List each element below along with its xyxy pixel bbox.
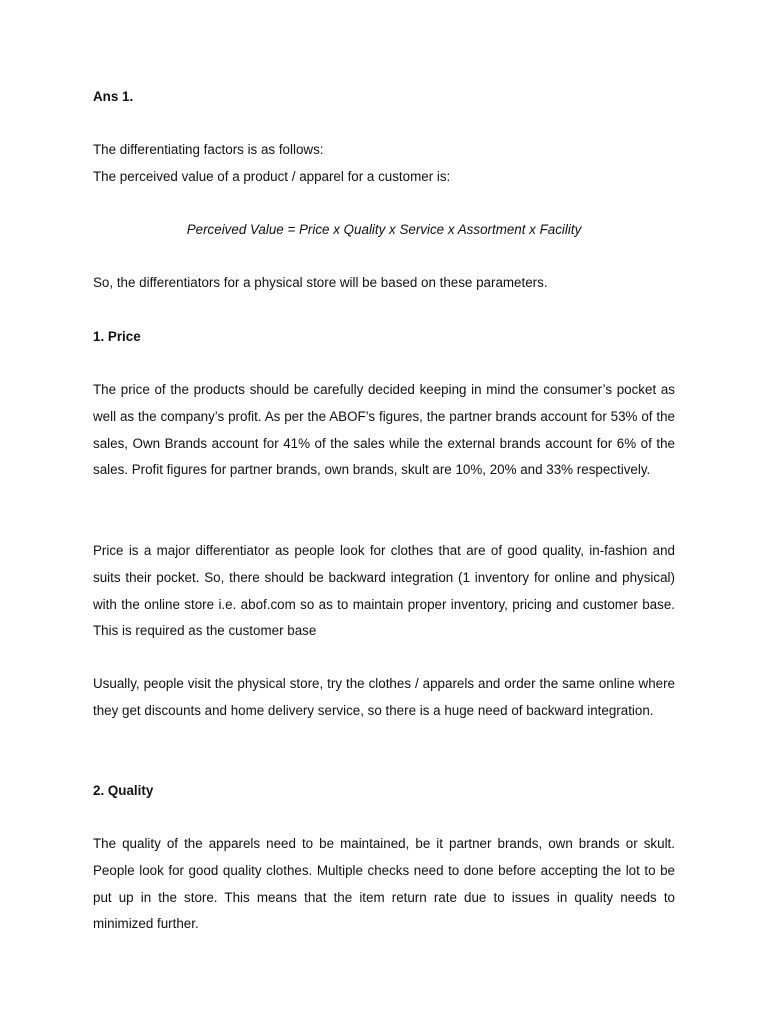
answer-heading: Ans 1. [93,89,134,104]
price-paragraph-3: Usually, people visit the physical store, try the clothes / apparels and order the same online where they get discounts and home delivery service, so there is a huge need of backward integration. [93,676,675,718]
price-paragraph-2: Price is a major differentiator as people look for clothes that are of good quality, in-fashion and suits their pocket. So, there should be backward integration (1 inventory for online and physical) with the online store i.e. abof.com so as to maintain proper inventory, pricing and customer base. This is required as the customer base [93,543,675,639]
section-title-price: 1. Price [93,329,141,344]
intro-line-1: The differentiating factors is as follows: [93,142,324,157]
price-paragraph-1: The price of the products should be carefully decided keeping in mind the consumer’s pocket as well as the company’s profit. As per the ABOF’s figures, the partner brands account for 53% of the sales, Own Brands account for 41% of the sales while the external brands account for 6% of the sales. Profit figures for partner brands, own brands, skult are 10%, 20% and 33% respectively. [93,382,675,478]
summary-line: So, the differentiators for a physical store will be based on these parameters. [93,275,548,290]
intro-line-2: The perceived value of a product / apparel for a customer is: [93,169,451,184]
section-title-quality: 2. Quality [93,783,154,798]
perceived-value-formula: Perceived Value = Price x Quality x Service x Assortment x Facility [186,222,582,237]
quality-paragraph-1: The quality of the apparels need to be maintained, be it partner brands, own brands or skult. People look for good quality clothes. Multiple checks need to done before accepting the lot to be put up in the store. This means that the item return rate due to issues in quality needs to minimized further. [93,836,675,932]
